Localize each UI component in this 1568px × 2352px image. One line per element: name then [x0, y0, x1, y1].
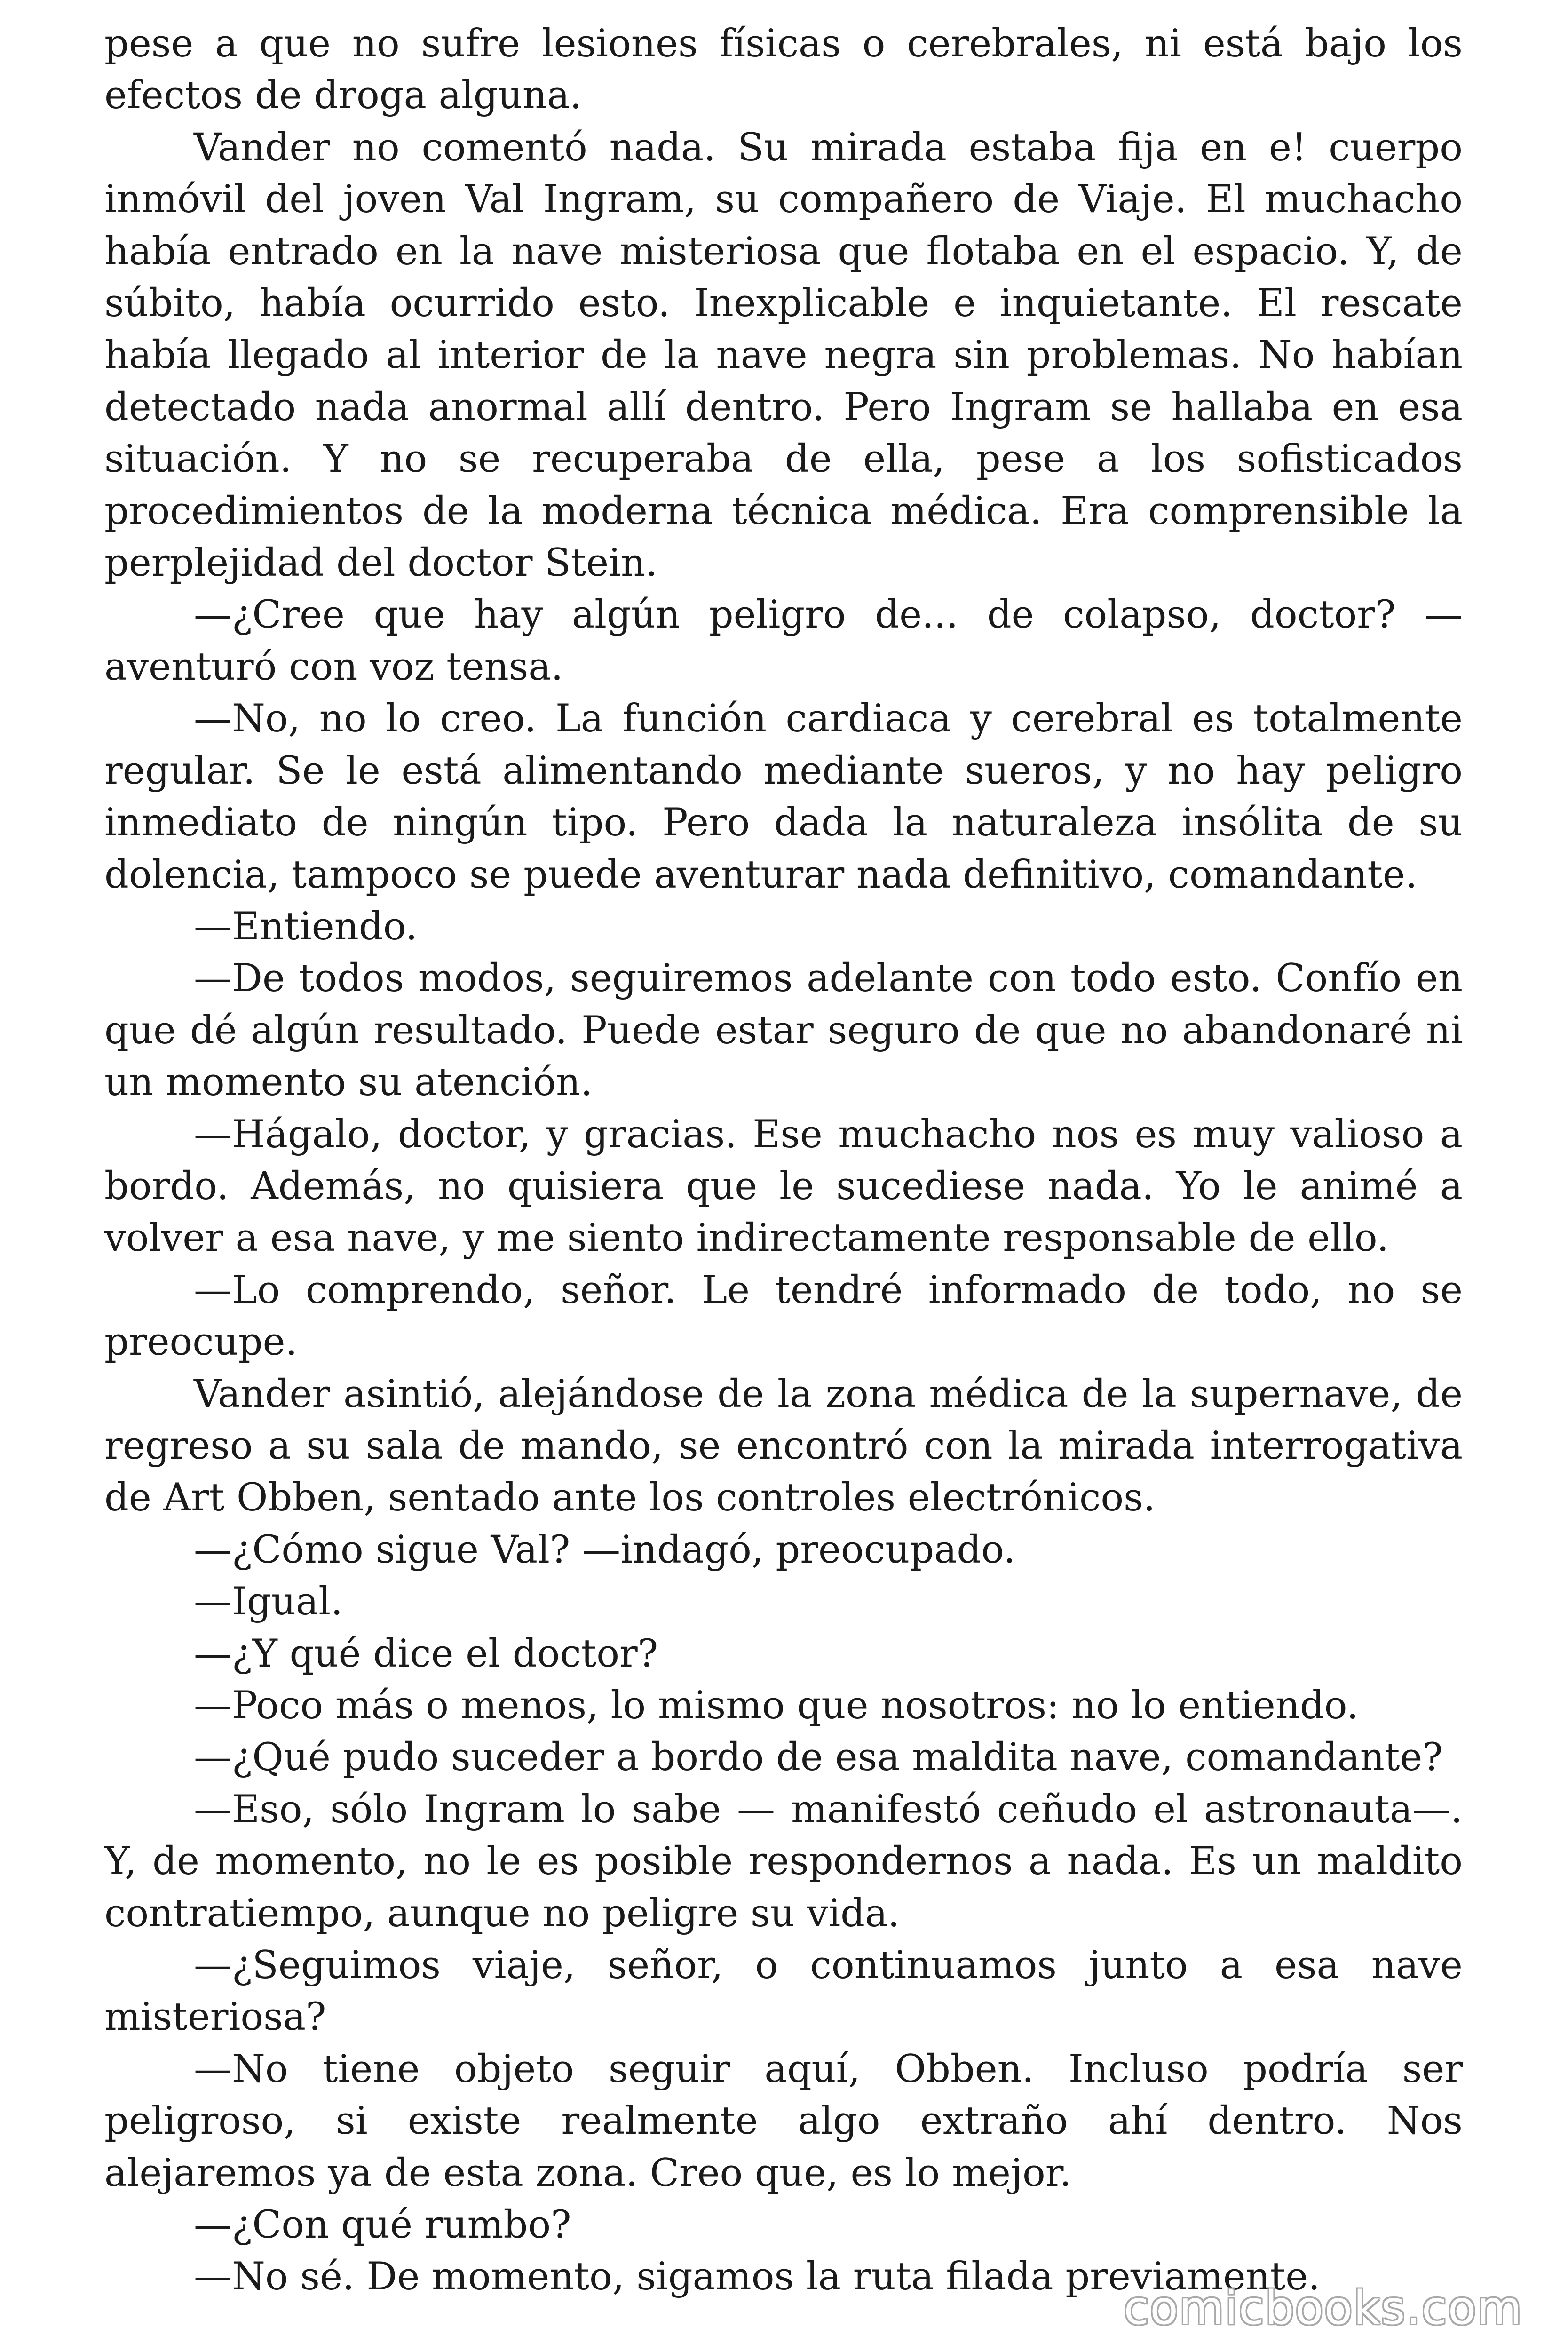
dialogue-paragraph: —¿Qué pudo suceder a bordo de esa maldita nave, comandante? — [194, 1735, 1443, 1780]
dialogue-paragraph: —Poco más o menos, lo mismo que nosotros: no lo entiendo. — [194, 1684, 1359, 1728]
document-body — [104, 18, 1463, 2303]
paragraph: Vander asintió, alejándose de la zona médica de la supernave, de regreso a su sala de mando, se encontró con la mirada interrogativa de Art Obben, sentado ante los controles electrónicos. — [104, 1372, 1463, 1520]
dialogue-paragraph: —¿Cree que hay algún peligro de... de colapso, doctor? —aventuró con voz tensa. — [104, 593, 1463, 689]
watermark-logo: comicbooks.com — [1124, 2281, 1523, 2335]
dialogue-paragraph: —No tiene objeto seguir aquí, Obben. Incluso podría ser peligroso, si existe realmente algo extraño ahí dentro. Nos alejaremos ya de esta zona. Creo que, es lo mejor. — [104, 2047, 1463, 2195]
dialogue-paragraph: —Igual. — [194, 1580, 343, 1624]
dialogue-paragraph: —Lo comprendo, señor. Le tendré informado de todo, no se preocupe. — [104, 1268, 1463, 1365]
dialogue-paragraph: —No sé. De momento, sigamos la ruta filada previamente. — [194, 2255, 1320, 2299]
paragraph: Vander no comentó nada. Su mirada estaba fija en e! cuerpo inmóvil del joven Val Ingram, su compañero de Viaje. El muchacho había entrado en la nave misteriosa que flotaba en el espacio. Y, de súbito, había ocurrido esto. Inexplicable e inquietante. El rescate había llegado al interior de la nave negra sin problemas. No habían detectado nada anormal allí dentro. Pero Ingram se hallaba en esa situación. Y no se recuperaba de ella, pese a los sofisticados procedimientos de la moderna técnica médica. Era comprensible la perplejidad del doctor Stein. — [104, 125, 1463, 586]
dialogue-paragraph: —¿Y qué dice el doctor? — [194, 1631, 658, 1676]
dialogue-paragraph: —No, no lo creo. La función cardiaca y cerebral es totalmente regular. Se le está alimentando mediante sueros, y no hay peligro inmediato de ningún tipo. Pero dada la naturaleza insólita de su dolencia, tampoco se puede aventurar nada definitivo, comandante. — [104, 697, 1463, 897]
dialogue-paragraph: —Entiendo. — [194, 904, 418, 949]
dialogue-paragraph: —Hágalo, doctor, y gracias. Ese muchacho nos es muy valioso a bordo. Además, no quisiera que le sucediese nada. Yo le animé a volver a esa nave, y me siento indirectamente responsable de ello. — [104, 1112, 1463, 1261]
dialogue-paragraph: —De todos modos, seguiremos adelante con todo esto. Confío en que dé algún resultado. Puede estar seguro de que no abandonaré ni un momento su atención. — [104, 956, 1463, 1105]
dialogue-paragraph: —¿Con qué rumbo? — [194, 2203, 571, 2248]
dialogue-paragraph: —¿Seguimos viaje, señor, o continuamos junto a esa nave misteriosa? — [104, 1943, 1463, 2040]
paragraph-continuation: pese a que no sufre lesiones físicas o cerebrales, ni está bajo los efectos de droga alguna. — [104, 22, 1463, 118]
dialogue-paragraph: —Eso, sólo Ingram lo sabe — manifestó ceñudo el astronauta—. Y, de momento, no le es posible respondernos a nada. Es un maldito contratiempo, aunque no peligre su vida. — [104, 1787, 1463, 1936]
dialogue-paragraph: —¿Cómo sigue Val? —indagó, preocupado. — [194, 1527, 1016, 1572]
